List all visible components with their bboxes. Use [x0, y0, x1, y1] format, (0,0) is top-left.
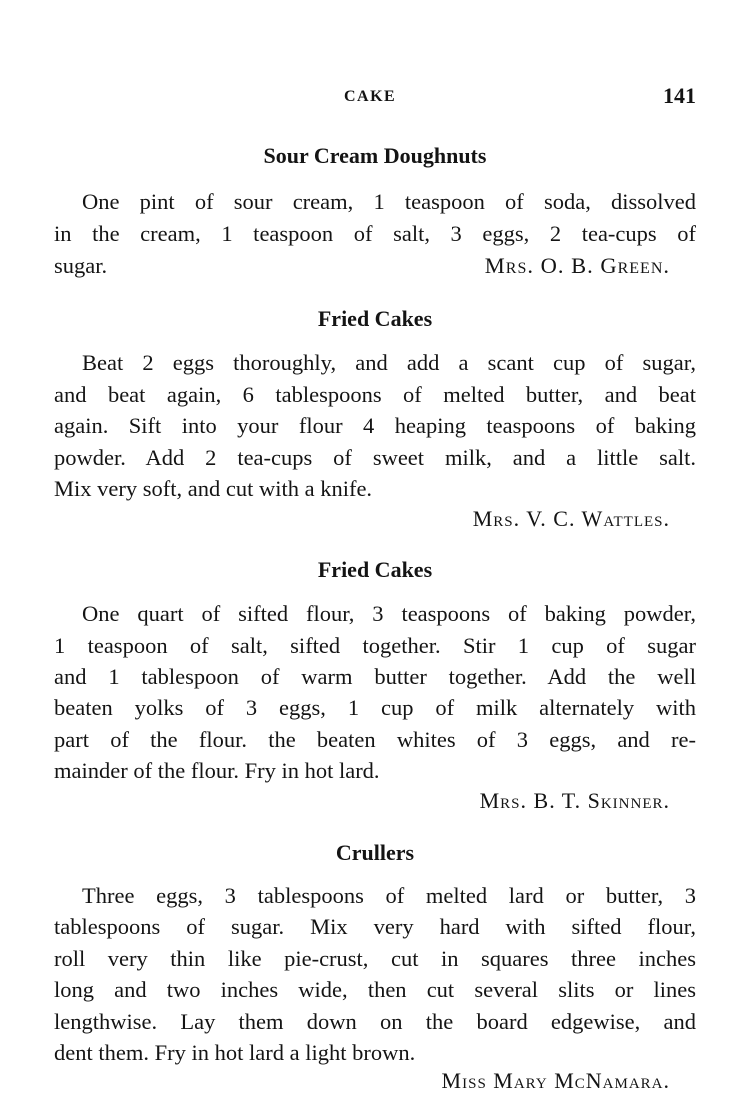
- running-head: [0, 83, 750, 108]
- recipe-text-line: and 1 tablespoon of warm butter together. Add the well: [54, 664, 696, 689]
- section-name: CAKE: [344, 88, 397, 105]
- recipe-title: Fried Cakes: [317, 306, 433, 331]
- recipe-text-line: and beat again, 6 tablespoons of melted butter, and beat: [54, 382, 696, 407]
- recipe-text-line: Mix very soft, and cut with a knife.: [54, 476, 373, 501]
- recipe-attribution: Miss Mary McNamara.: [441, 1068, 670, 1093]
- recipe-text-line: lengthwise. Lay them down on the board edgewise, and: [54, 1009, 696, 1034]
- recipe-text-line: powder. Add 2 tea-cups of sweet milk, and a little salt.: [54, 445, 696, 470]
- recipe-text-line: roll very thin like pie-crust, cut in squares three inches: [54, 946, 696, 971]
- recipe-text-line: One quart of sifted flour, 3 teaspoons of baking powder,: [82, 601, 696, 626]
- recipe-title: Crullers: [335, 840, 415, 865]
- recipe-attribution: Mrs. V. C. Wattles.: [472, 506, 670, 531]
- recipe-text-line: tablespoons of sugar. Mix very hard with sifted flour,: [54, 914, 696, 939]
- recipe-text-line: mainder of the flour. Fry in hot lard.: [54, 758, 380, 783]
- recipe-text-line: part of the flour. the beaten whites of 3 eggs, and re-: [54, 727, 696, 752]
- recipe-text-line: sugar.: [54, 253, 108, 278]
- page-number: 141: [663, 83, 696, 108]
- recipe-attribution: Mrs. B. T. Skinner.: [479, 788, 670, 813]
- recipe-text-line: 1 teaspoon of salt, sifted together. Stir 1 cup of sugar: [54, 633, 696, 658]
- recipe-text-line: dent them. Fry in hot lard a light brown.: [54, 1040, 416, 1065]
- recipe-text-line: long and two inches wide, then cut several slits or lines: [54, 977, 696, 1002]
- recipe-text-line: again. Sift into your flour 4 heaping teaspoons of baking: [54, 413, 696, 438]
- recipe-text-line-with-attribution: [54, 251, 696, 281]
- recipe-attribution: Mrs. O. B. Green.: [484, 253, 670, 278]
- recipe-text-line: beaten yolks of 3 eggs, 1 cup of milk alternately with: [54, 695, 696, 720]
- recipe-title: Sour Cream Doughnuts: [263, 143, 487, 168]
- recipe-text-line: in the cream, 1 teaspoon of salt, 3 eggs, 2 tea-cups of: [54, 221, 696, 246]
- recipe-text-line: Three eggs, 3 tablespoons of melted lard or butter, 3: [82, 883, 696, 908]
- recipe-text-line: Beat 2 eggs thoroughly, and add a scant cup of sugar,: [82, 350, 696, 375]
- recipe-text-line: One pint of sour cream, 1 teaspoon of soda, dissolved: [82, 189, 696, 214]
- recipe-title: Fried Cakes: [317, 557, 433, 582]
